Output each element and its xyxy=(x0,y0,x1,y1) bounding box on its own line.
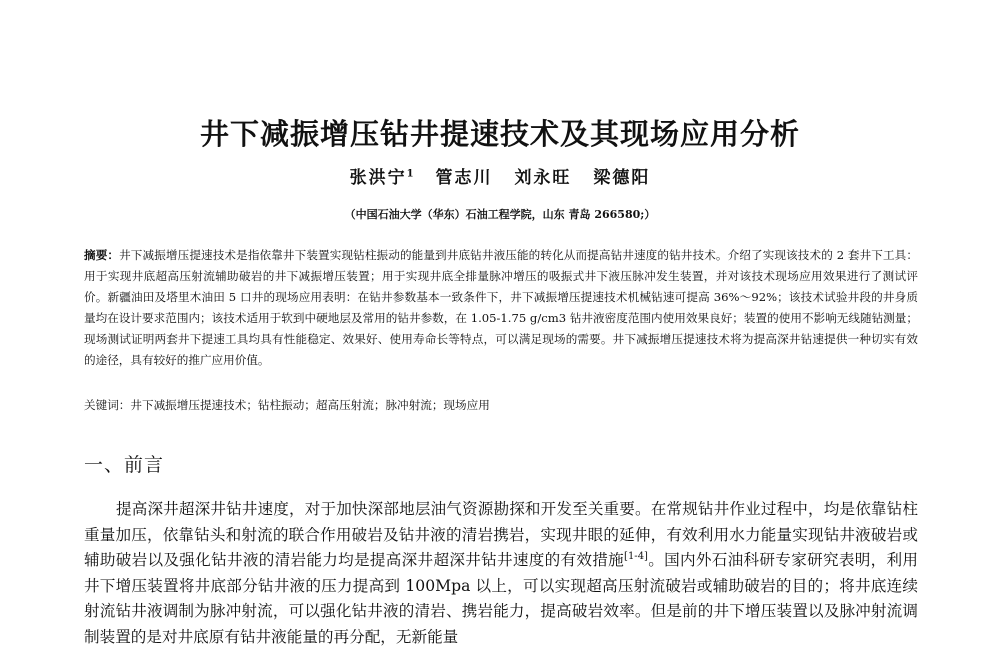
paper-title: 井下减振增压钻井提速技术及其现场应用分析 xyxy=(199,117,800,151)
keywords xyxy=(84,395,918,416)
section-heading-introduction: 一、前言 xyxy=(84,454,165,476)
author-affiliation-mark: 1 xyxy=(406,168,414,180)
keywords-text: 井下减振增压提速技术；钻柱振动；超高压射流；脉冲射流；现场应用 xyxy=(130,398,490,412)
paragraph-text: 提高深井超深井钻井速度，对于加快深部地层油气资源勘探和开发至关重要。在常规钻井作业过程中，均是依靠钻柱重量加压，依靠钻头和射流的联合作用破岩及钻井液的清岩携岩，实现井眼的延伸，有效利用水力能量实现钻井液破岩或辅助破岩以及强化钻井液的清岩能力均是提高深井超深井钻井速度的有效措施 xyxy=(84,500,918,569)
author-name: 刘永旺 xyxy=(514,168,572,188)
author-name: 梁德阳 xyxy=(593,168,651,188)
abstract-text: 井下减振增压提速技术是指依靠井下装置实现钻柱振动的能量到井底钻井液压能的转化从而提高钻井速度的钻井技术。介绍了实现该技术的 2 套井下工具：用于实现井底超高压射流辅助破岩的井下减振增压装置；用于实现井底全排量脉冲增压的吸振式井下液压脉冲发生装置，并对该技术现场应用效果进行了测试评价。新疆油田及塔里木油田 5 口井的现场应用表明：在钻井参数基本一致条件下，井下减振增压提速技术机械钻速可提高 36%～92%；该技术试验井段的井身质量均在设计要求范围内；该技术适用于软到中硬地层及常用的钻井参数，在 1.05-1.75 g/cm3 钻井液密度范围内使用效果良好；装置的使用不影响无线随钻测量；现场测试证明两套井下提速工具均具有性能稳定、效果好、使用寿命长等特点，可以满足现场的需要。井下减振增压提速技术将为提高深井钻速提供一种切实有效的途径，具有较好的推广应用价值。 xyxy=(84,248,918,367)
paragraph-text-continued: 。国内外石油科研专家研究表明，利用井下增压装置将井底部分钻井液的压力提高到 100Mpa 以上，可以实现超高压射流破岩或辅助破岩的目的；将井底连续射流钻井液调制为脉冲射流，可以强化钻井液的清岩、携岩能力，提高破岩效率。但是前的井下增压装置以及脉冲射流调制装置的是对井底原有钻井液能量的再分配，无新能量 xyxy=(84,551,918,646)
keywords-label: 关键词： xyxy=(84,398,131,412)
author-name: 张洪宁 xyxy=(349,168,407,188)
citation-reference[interactable]: [1-4] xyxy=(624,550,648,562)
abstract xyxy=(84,245,918,371)
author-name: 管志川 xyxy=(435,168,493,188)
abstract-label: 摘要： xyxy=(84,248,120,262)
affiliation: （中国石油大学（华东）石油工程学院，山东 青岛 266580;） xyxy=(344,208,656,221)
body-paragraph xyxy=(84,497,918,650)
author-list xyxy=(0,163,1000,188)
